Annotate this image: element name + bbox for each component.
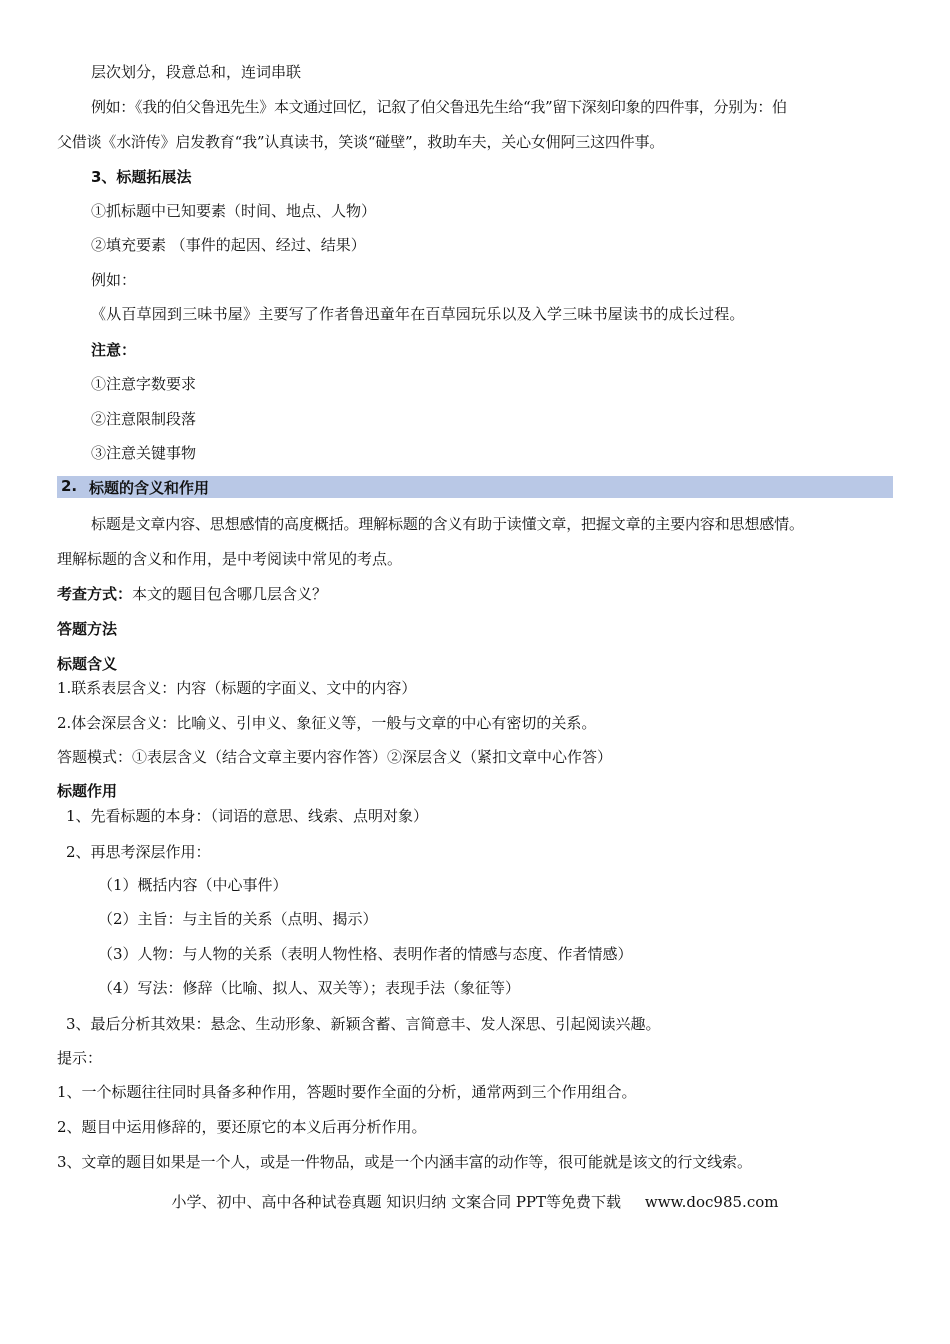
method-3-step-1: ①抓标题中已知要素（时间、地点、人物） — [91, 202, 377, 220]
section-2-heading — [57, 476, 893, 498]
tip-item-1: 1、一个标题往往同时具备多种作用，答题时要作全面的分析，通常两到三个作用组合。 — [57, 1083, 637, 1101]
footer-url[interactable]: www.doc985.com — [644, 1193, 779, 1211]
function-sub-2: （2）主旨：与主旨的关系（点明、揭示） — [98, 910, 378, 928]
page-footer — [0, 1192, 950, 1212]
answer-pattern: 答题模式：①表层含义（结合文章主要内容作答）②深层含义（紧扣文章中心作答） — [57, 748, 613, 766]
exam-method-text: 本文的题目包含哪几层含义？ — [132, 585, 328, 603]
example-baicaoyuan: 《从百草园到三味书屋》主要写了作者鲁迅童年在百草园玩乐以及入学三味书屋读书的成长过程。 — [91, 305, 745, 323]
function-step-2: 2、再思考深层作用： — [66, 843, 211, 861]
method-3-heading: 3、标题拓展法 — [91, 168, 192, 186]
meaning-item-2: 2.体会深层含义：比喻义、引申义、象征义等，一般与文章的中心有密切的关系。 — [57, 714, 597, 732]
example-line-1: 例如：《我的伯父鲁迅先生》本文通过回忆，记叙了伯父鲁迅先生给“我”留下深刻印象的四件事，分别为：伯 — [91, 98, 787, 116]
section-2-title: 标题的含义和作用 — [89, 479, 210, 497]
answer-method-heading: 答题方法 — [57, 620, 118, 638]
intro-paragraph-line-1: 标题是文章内容、思想感情的高度概括。理解标题的含义有助于读懂文章，把握文章的主要内容和思想感情。 — [91, 515, 804, 533]
note-item-1: ①注意字数要求 — [91, 375, 197, 393]
paragraph-summary-line: 层次划分，段意总和，连词串联 — [91, 63, 302, 81]
method-3-step-2: ②填充要素 （事件的起因、经过、结果） — [91, 236, 366, 254]
title-function-heading: 标题作用 — [57, 782, 118, 800]
function-step-1: 1、先看标题的本身：（词语的意思、线索、点明对象） — [66, 807, 429, 825]
example-line-2: 父借谈《水浒传》启发教育“我”认真读书，笑谈“碰壁”，救助车夫，关心女佣阿三这四件事。 — [57, 133, 665, 151]
title-meaning-heading: 标题含义 — [57, 655, 118, 673]
note-item-3: ③注意关键事物 — [91, 444, 197, 462]
note-item-2: ②注意限制段落 — [91, 410, 197, 428]
intro-paragraph-line-2: 理解标题的含义和作用，是中考阅读中常见的考点。 — [57, 550, 403, 568]
function-sub-1: （1）概括内容（中心事件） — [98, 876, 288, 894]
function-sub-4: （4）写法：修辞（比喻、拟人、双关等）；表现手法（象征等） — [98, 979, 521, 997]
tip-label: 提示： — [57, 1049, 103, 1067]
footer-text: 小学、初中、高中各种试卷真题 知识归纳 文案合同 PPT等免费下载 — [171, 1193, 622, 1211]
meaning-item-1: 1.联系表层含义：内容（标题的字面义、文中的内容） — [57, 679, 417, 697]
section-2-number: 2. — [61, 477, 78, 495]
note-heading: 注意： — [91, 341, 137, 359]
tip-item-3: 3、文章的题目如果是一个人，或是一件物品，或是一个内涵丰富的动作等，很可能就是该文的行文线索。 — [57, 1153, 752, 1171]
exam-method-label: 考查方式： — [57, 585, 133, 603]
tip-item-2: 2、题目中运用修辞的，要还原它的本义后再分析作用。 — [57, 1118, 427, 1136]
function-sub-3: （3）人物：与人物的关系（表明人物性格、表明作者的情感与态度、作者情感） — [98, 945, 633, 963]
example-label: 例如： — [91, 271, 137, 289]
exam-method-line — [57, 584, 327, 604]
function-step-3: 3、最后分析其效果：悬念、生动形象、新颖含蓄、言简意丰、发人深思、引起阅读兴趣。 — [66, 1015, 661, 1033]
